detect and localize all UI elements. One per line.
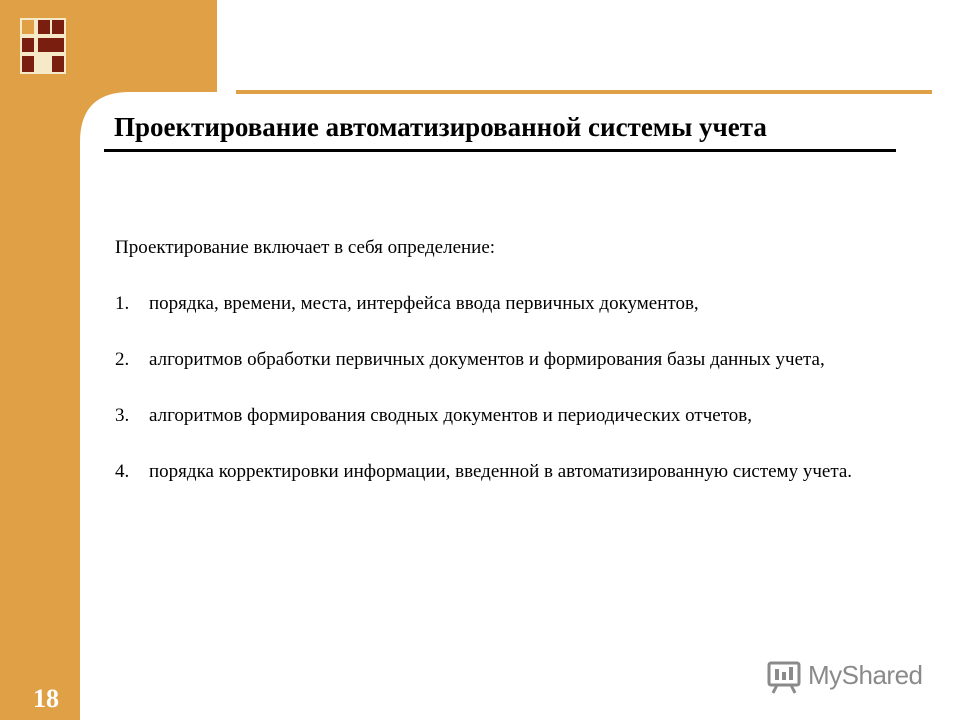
title-underline [104, 149, 896, 152]
intro-text: Проектирование включает в себя определение: [115, 237, 496, 258]
list-item [115, 402, 905, 430]
watermark-text: MyShared [808, 660, 923, 690]
list-item-text: алгоритмов формирования сводных документов и периодических отчетов, [149, 405, 752, 426]
slide-body [115, 234, 905, 486]
header-divider [236, 90, 932, 94]
page-title: Проектирование автоматизированной системы учета [114, 112, 767, 142]
list-item-number: 1. [115, 293, 130, 314]
list-item-number: 4. [115, 461, 130, 482]
presentation-icon [766, 660, 802, 694]
list-item-number: 2. [115, 349, 130, 370]
list-item-text: порядка корректировки информации, введенной в автоматизированную систему учета. [149, 461, 853, 482]
list-item-number: 3. [115, 405, 130, 426]
list-item [115, 346, 905, 374]
list-item [115, 458, 905, 486]
page-number: 18 [33, 684, 59, 713]
list-item [115, 290, 905, 318]
list-item-text: алгоритмов обработки первичных документов и формирования базы данных учета, [149, 349, 825, 370]
list-item-text: порядка, времени, места, интерфейса ввода первичных документов, [149, 293, 699, 314]
watermark [766, 658, 926, 694]
logo-icon [20, 18, 66, 74]
